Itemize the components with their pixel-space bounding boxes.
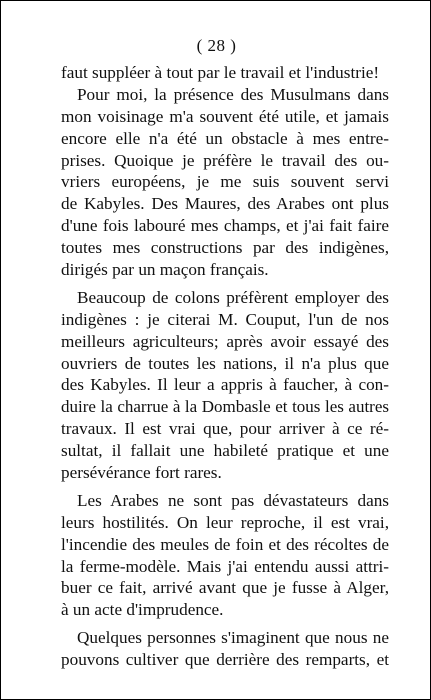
text-line: indigènes : je citerai M. Couput, l'un de nos [61, 309, 389, 329]
text-line: toutes mes constructions par des indigènes, [61, 238, 389, 258]
text-line: dirigés par un maçon français. [61, 260, 269, 280]
text-line: des Kabyles. Il leur a appris à faucher, à con- [61, 375, 389, 395]
text-line: Les Arabes ne sont pas dévastateurs dans [77, 490, 389, 510]
text-line: travaux. Il est vrai que, pour arriver à ce ré- [61, 419, 389, 439]
paragraph [61, 287, 389, 484]
text-line: Beaucoup de colons préfèrent employer des [77, 287, 389, 307]
paragraph [61, 62, 389, 84]
paragraph [61, 490, 389, 621]
text-line: à un acte d'imprudence. [61, 600, 224, 620]
text-line: pouvons cultiver que derrière des remparts, et [61, 650, 389, 670]
text-line: leurs hostilités. On leur reproche, il est vrai, [61, 512, 389, 532]
text-line: l'incendie des meules de foin et des récoltes de [61, 534, 389, 554]
text-line: meilleurs agriculteurs; après avoir essayé des [61, 331, 389, 351]
paragraph [61, 84, 389, 281]
text-line: de Kabyles. Des Maures, des Arabes ont plus [61, 194, 389, 214]
text-line: vriers européens, je me suis souvent servi [61, 172, 389, 192]
body-text [61, 62, 389, 671]
text-line: sultat, il fallait une habileté pratique et une [61, 441, 389, 461]
text-line: Quelques personnes s'imaginent que nous ne [77, 628, 389, 648]
text-line: faut suppléer à tout par le travail et l'industrie! [61, 63, 380, 82]
text-line: persévérance fort rares. [61, 463, 222, 483]
text-line: prises. Quoique je préfère le travail des ou- [61, 150, 389, 170]
text-line: ouvriers de toutes les nations, il n'a plus que [61, 353, 389, 373]
text-line: mon voisinage m'a souvent été utile, et jamais [61, 106, 389, 126]
text-line: Pour moi, la présence des Musulmans dans [77, 84, 389, 104]
text-line: d'une fois labouré mes champs, et j'ai fait faire [61, 216, 389, 236]
text-line: encore elle n'a été un obstacle à mes entre- [61, 128, 389, 148]
paragraph [61, 627, 389, 671]
text-line: buer ce fait, arrivé avant que je fusse à Alger, [61, 578, 389, 598]
text-line: duire la charrue à la Dombasle et tous les autres [61, 397, 389, 417]
text-line: la ferme-modèle. Mais j'ai entendu aussi attri- [61, 556, 389, 576]
page-number: ( 28 ) [196, 36, 237, 55]
